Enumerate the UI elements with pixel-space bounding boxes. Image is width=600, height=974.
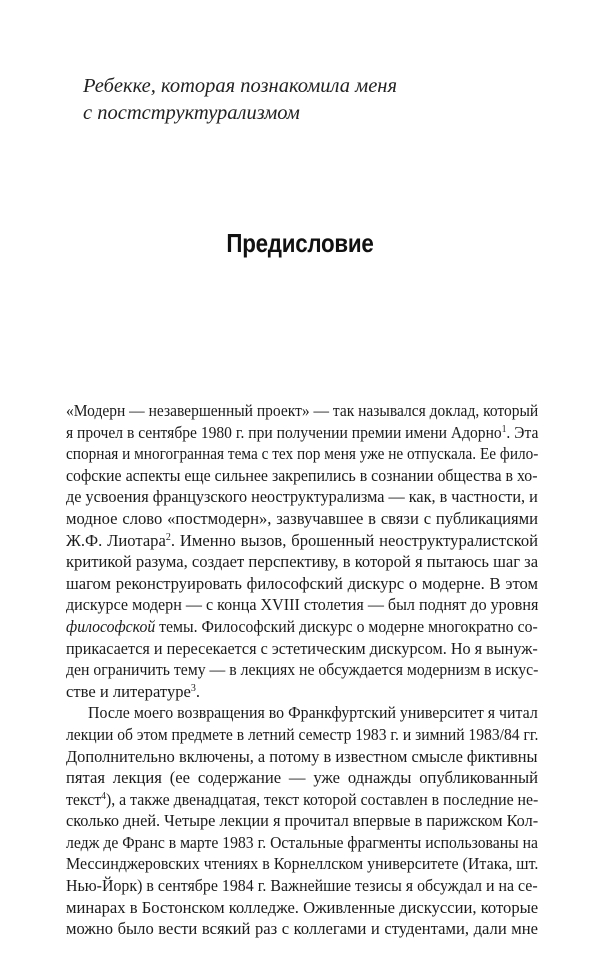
text-line: софские аспекты еще сильнее закрепились в сознании общества в хо- bbox=[66, 465, 538, 485]
dedication-line: с постструктурализмом bbox=[83, 102, 300, 124]
text-line: дискурсе модерн — с конца XVIII столетия — был поднят до уровня bbox=[66, 595, 539, 615]
text-line: Ж.Ф. Лиотара$^2$. Именно вызов, брошенный неоструктуралистской bbox=[66, 530, 538, 550]
text-line: философской темы. Философский дискурс о модерне многократно со- bbox=[66, 616, 538, 636]
chapter-title: Предисловие bbox=[226, 228, 374, 258]
text-line: «Модерн — незавершенный проект» — так назывался доклад, который bbox=[66, 401, 539, 420]
footnote-ref: 2 bbox=[165, 531, 171, 543]
text-line: После моего возвращения во Франкфуртский университет я читал bbox=[88, 703, 538, 723]
text-line: сколько дней. Четыре лекции я прочитал впервые в парижском Кол- bbox=[66, 811, 539, 831]
text-line: ледж де Франс в марте 1983 г. Остальные фрагменты использованы на bbox=[66, 832, 538, 852]
text-line: спорная и многогранная тема с тех пор меня уже не отпускала. Ее фило- bbox=[66, 444, 539, 464]
text-line: Мессинджеровских чтениях в Корнеллском университете (Итака, шт. bbox=[66, 854, 539, 874]
paragraph-2 bbox=[66, 702, 538, 940]
text-line: критикой разума, создает перспективу, в которой я пытаюсь шаг за bbox=[66, 552, 539, 572]
text-line: модное слово «постмодерн», зазвучавшее в связи с публикациями bbox=[66, 508, 538, 528]
paragraph-1 bbox=[66, 400, 538, 702]
text-line: можно было вести всякий раз с коллегами и студентами, дали мне bbox=[66, 919, 538, 939]
text-line: шагом реконструировать философский дискурс о модерне. В этом bbox=[66, 573, 538, 593]
text-line: я прочел в сентябре 1980 г. при получении премии имени Адорно$^1$. Эта bbox=[66, 422, 539, 442]
dedication-line: Ребекке, которая познакомила меня bbox=[83, 75, 398, 97]
footnote-ref: 4 bbox=[101, 790, 106, 802]
text-line: лекции об этом предмете в летний семестр 1983 г. и зимний 1983/84 гг. bbox=[66, 724, 539, 744]
emphasis: философской bbox=[66, 616, 156, 636]
dedication bbox=[83, 73, 543, 127]
body-text bbox=[66, 400, 538, 940]
text-line: минарах в Бостонском колледже. Оживленные дискуссии, которые bbox=[66, 897, 539, 917]
text-line: де усвоения французского неоструктурализма — как, в частности, и bbox=[66, 487, 538, 507]
text-line: Нью-Йорк) в сентябре 1984 г. Важнейшие тезисы я обсуждал и на се- bbox=[66, 876, 538, 896]
text-line: прикасается и пересекается с эстетическим дискурсом. Но я вынуж- bbox=[66, 638, 538, 658]
text-line: пятая лекция (ее содержание — уже однажды опубликованный bbox=[66, 768, 538, 788]
footnote-ref: 1 bbox=[501, 423, 507, 435]
text-line: стве и литературе$^3$. bbox=[66, 681, 201, 701]
text-line: ден ограничить тему — в лекциях не обсуждается модернизм в искус- bbox=[66, 660, 539, 680]
footnote-ref: 3 bbox=[190, 682, 196, 694]
text-line: текст$^4$), а также двенадцатая, текст которой составлен в последние не- bbox=[66, 789, 539, 809]
text-line: Дополнительно включены, а потому в известном смысле фиктивны bbox=[66, 746, 538, 766]
